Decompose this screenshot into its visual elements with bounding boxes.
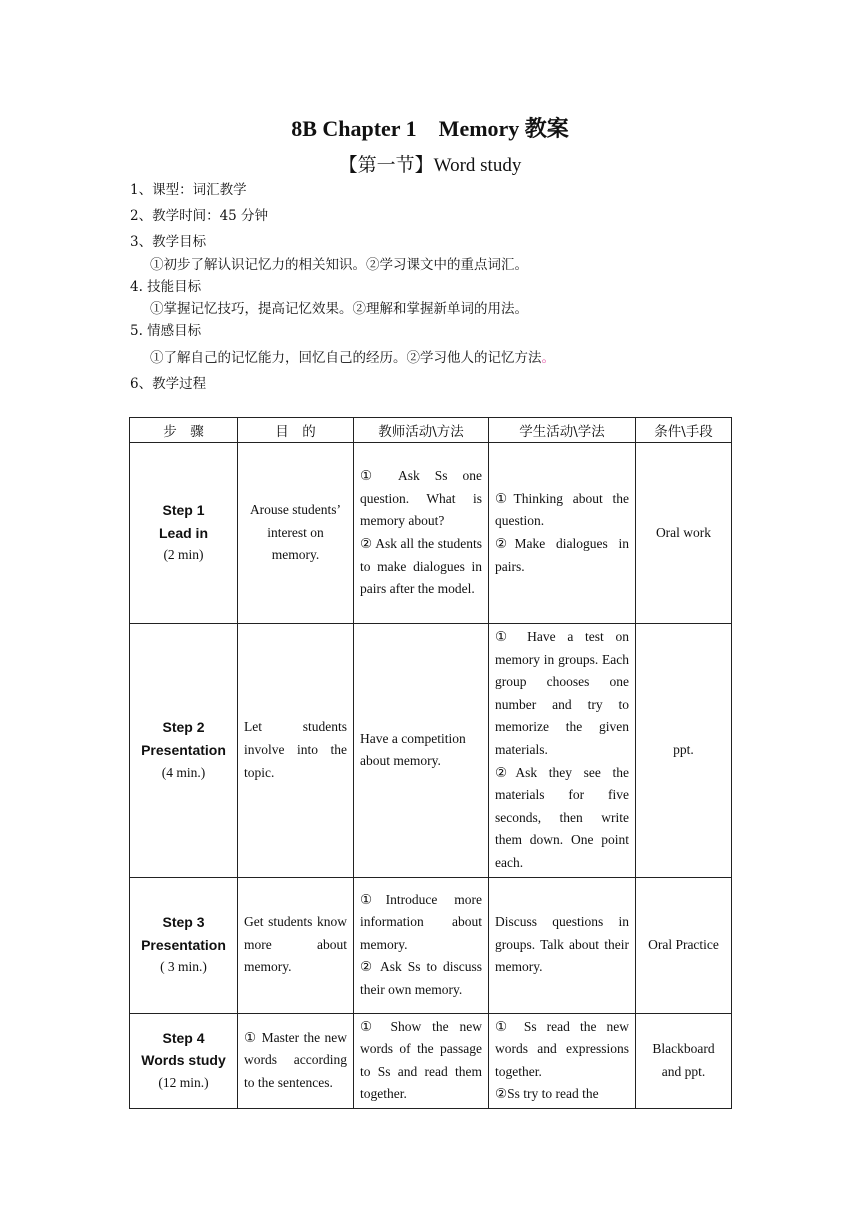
table-row [130,624,732,878]
step-cell [130,443,238,624]
step-label: Step 4 [162,1029,205,1046]
means-cell: Blackboard and ppt. [636,1013,732,1108]
table-row [130,877,732,1013]
step-title: Presentation [141,936,226,953]
skill-goals-heading: 4. 技能目标 [130,279,202,295]
step-title: Presentation [141,741,226,758]
step-duration: (2 min) [163,547,204,563]
skill-goals-text: ①掌握记忆技巧，提高记忆效果。②理解和掌握新单词的用法。 [150,301,528,317]
student-activity-cell: Discuss questions in groups. Talk about their memory. [489,877,636,1013]
lesson-time: 2、教学时间：45 分钟 [130,208,269,224]
table-row [130,1013,732,1108]
means-cell: Oral work [636,443,732,624]
means-cell: Oral Practice [636,877,732,1013]
step-duration: (4 min.) [161,764,206,780]
step-cell [130,1013,238,1108]
purpose-cell: ① Master the new words according to the sentences. [238,1013,354,1108]
purpose-cell: Let students involve into the topic. [238,624,354,878]
step-duration: (12 min.) [158,1075,209,1091]
header-purpose: 目 的 [238,418,354,443]
step-label: Step 2 [162,719,205,736]
table-row [130,443,732,624]
header-means: 条件\手段 [636,418,732,443]
purpose-cell: Get students know more about memory. [238,877,354,1013]
teacher-activity-cell: ① Ask Ss one question. What is memory about? ② Ask all the students to make dialogues in pairs after the model. [354,443,489,624]
student-activity-cell: ①Thinking about the question. ②Make dialogues in pairs. [489,443,636,624]
teacher-activity-cell: ①Introduce more information about memory. ② Ask Ss to discuss their own memory. [354,877,489,1013]
step-label: Step 1 [162,502,205,519]
step-label: Step 3 [162,914,205,931]
teacher-activity-cell: Have a competition about memory. [354,624,489,878]
teaching-goals-heading: 3、教学目标 [130,234,207,250]
header-teacher-activity: 教师活动\方法 [354,418,489,443]
lesson-plan-table [129,417,732,1109]
teaching-process-heading: 6、教学过程 [130,376,207,392]
student-activity-cell: ① Have a test on memory in groups. Each group chooses one number and try to memorize the given materials. ②Ask they see the materials for five seconds, then write them down. One point each. [489,624,636,878]
step-cell [130,877,238,1013]
step-duration: ( 3 min.) [160,959,207,975]
student-activity-cell: ① Ss read the new words and expressions together. ②Ss try to read the [489,1013,636,1108]
emotion-goals-text: ①了解自己的记忆能力，回忆自己的经历。②学习他人的记忆方法。 [150,350,555,366]
lesson-type: 1、课型：词汇教学 [130,182,247,198]
step-title: Lead in [158,524,208,541]
teacher-activity-cell: ① Show the new words of the passage to Ss and read them together. [354,1013,489,1108]
section-subtitle: 【第一节】Word study [338,155,522,176]
header-step: 步 骤 [130,418,238,443]
step-title: Words study [141,1052,226,1069]
means-cell: ppt. [636,624,732,878]
header-student-activity: 学生活动\学法 [489,418,636,443]
purpose-cell: Arouse students’ interest on memory. [238,443,354,624]
emotion-goals-heading: 5. 情感目标 [130,323,202,339]
document-title: 8B Chapter 1 Memory 教案 [291,116,569,141]
teaching-goals-text: ①初步了解认识记忆力的相关知识。②学习课文中的重点词汇。 [150,257,528,273]
table-header-row [130,418,732,443]
step-cell [130,624,238,878]
